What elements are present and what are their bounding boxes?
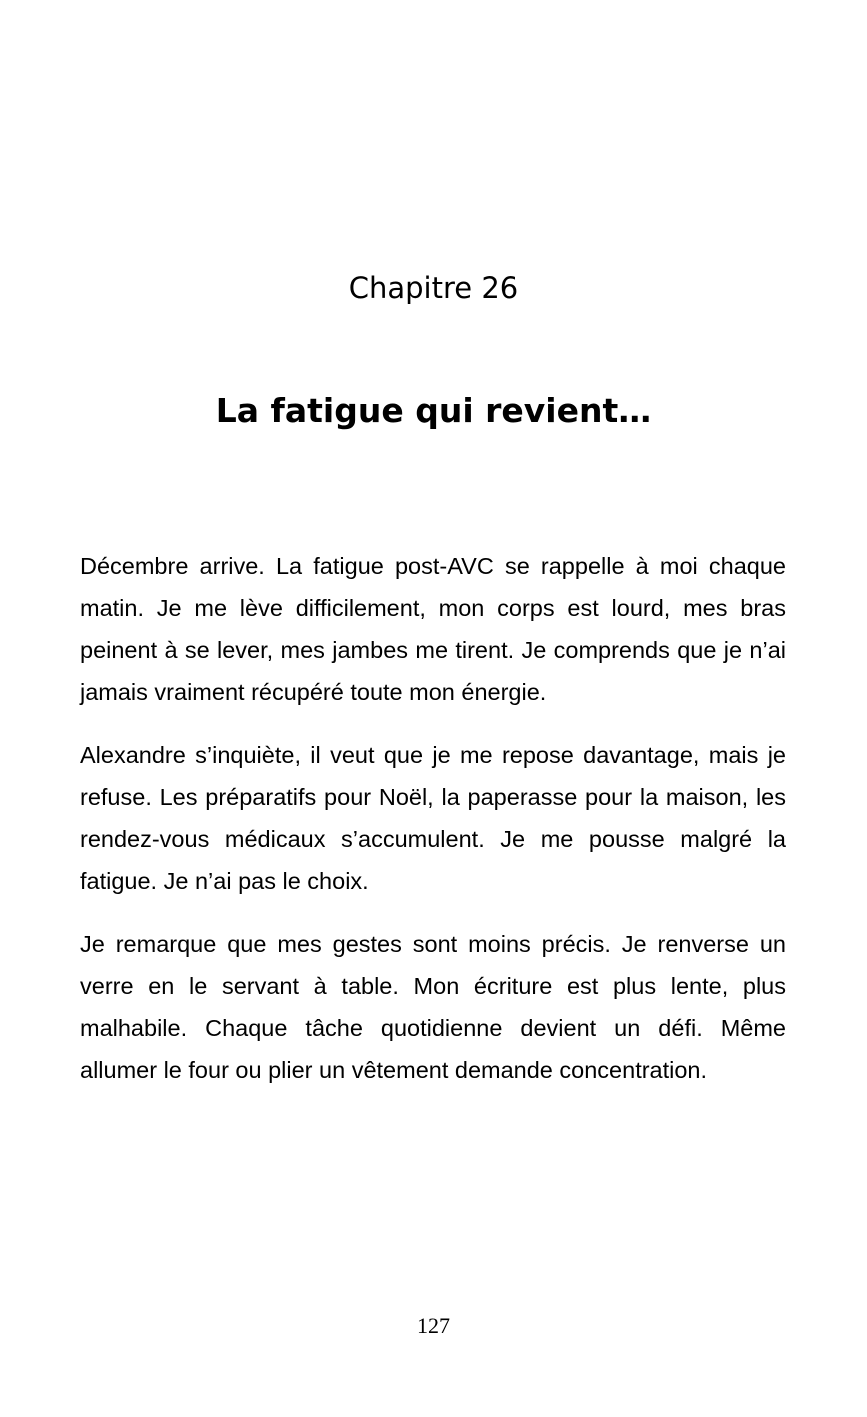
paragraph-2: Alexandre s’inquiète, il veut que je me repose davantage, mais je refuse. Les préparatifs pour Noël, la paperasse pour la maison, les rendez-vous médicaux s’accumulent. Je me pousse malgré la fatigue. Je n’ai pas le choix. [80, 742, 786, 894]
paragraph-1: Décembre arrive. La fatigue post-AVC se rappelle à moi chaque matin. Je me lève difficilement, mon corps est lourd, mes bras peinent à se lever, mes jambes me tirent. Je comprends que je n’ai jamais vraiment récupéré toute mon énergie. [80, 553, 786, 705]
chapter-title: La fatigue qui revient… [215, 391, 652, 430]
chapter-body [80, 545, 786, 1112]
paragraph-3: Je remarque que mes gestes sont moins précis. Je renverse un verre en le servant à table. Mon écriture est plus lente, plus malhabile. Chaque tâche quotidienne devient un défi. Même allumer le four ou plier un vêtement demande concentration. [80, 931, 786, 1083]
chapter-label: Chapitre 26 [348, 271, 519, 305]
page-number: 127 [417, 1313, 450, 1338]
